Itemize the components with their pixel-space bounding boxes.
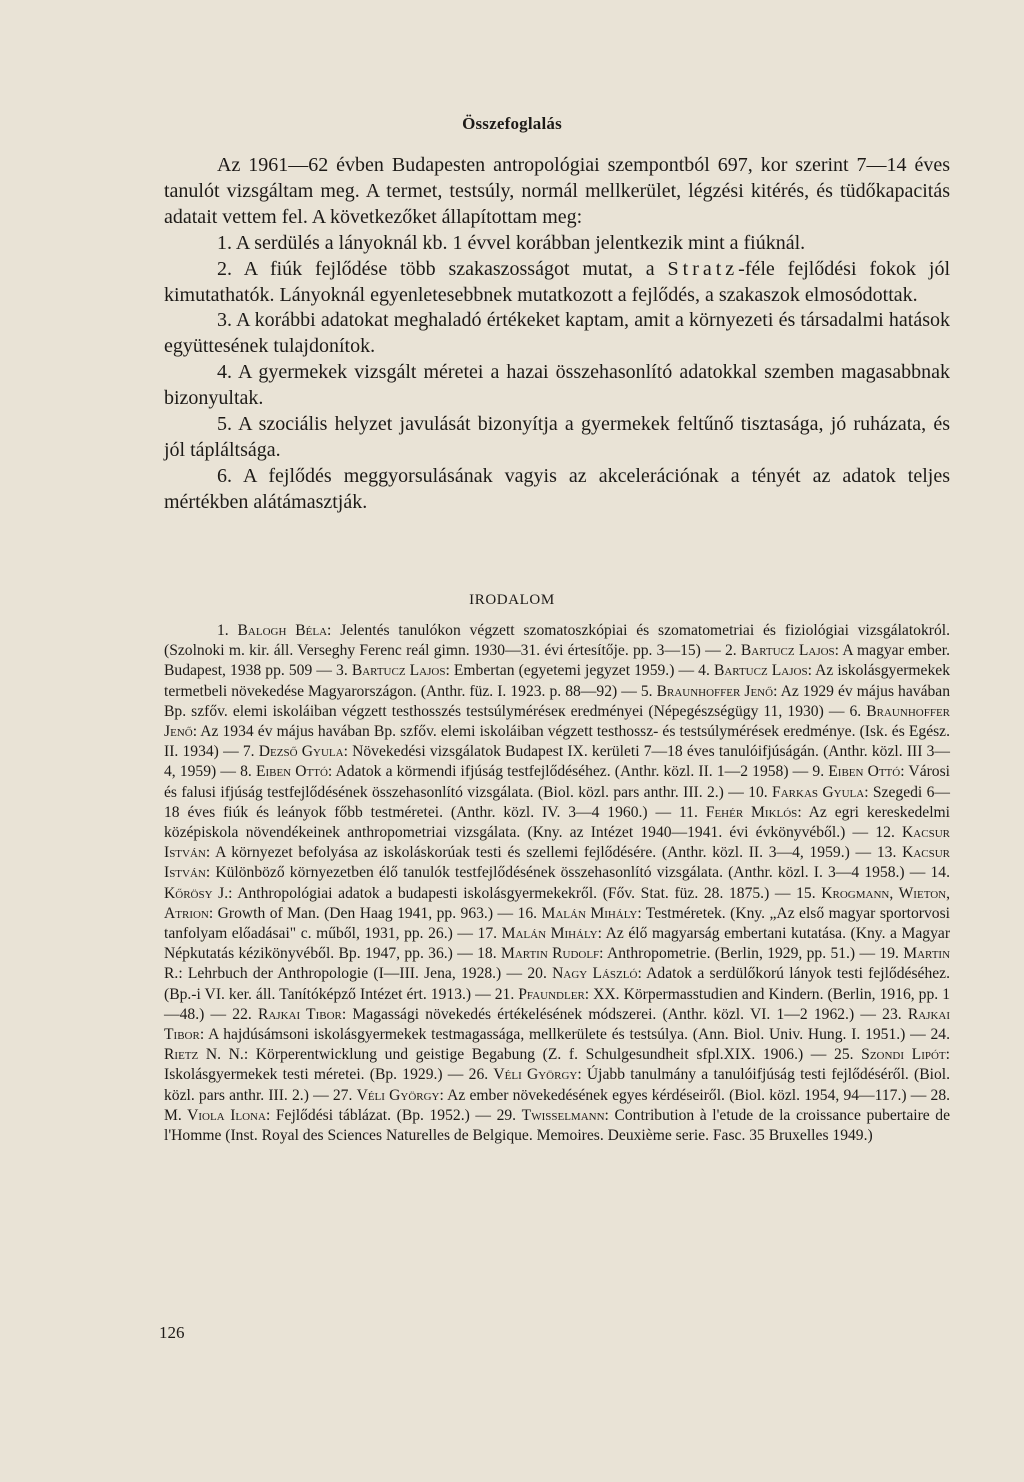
ref-text: : Magassági növekedés értékelésének módszerei. (Anthr. közl. VI. 1—2 1962.) — xyxy=(341,1005,883,1023)
ref-author: Szondi Lipót xyxy=(861,1046,946,1064)
ref-author: Kacsur István xyxy=(164,824,950,862)
ref-num: 8. xyxy=(240,763,256,781)
ref-num: 7. xyxy=(242,743,259,761)
ref-author: Malán Mihály xyxy=(541,904,638,922)
ref-num: 25. xyxy=(834,1046,862,1064)
summary-point-2-end: -féle fejlődési fokok jól kimutathatók. Lányoknál egyenletesebbnek mutatkozott a fejlődés, a szakaszok elmosódottak. xyxy=(164,257,950,306)
ref-author: Martin Rudolf xyxy=(500,945,600,963)
stratz-name: Stratz xyxy=(667,257,739,280)
ref-author: Fehér Miklós xyxy=(705,803,798,821)
ref-text: : Anthropológiai adatok a budapesti iskolásgyermekekről. (Főv. Stat. füz. 28. 1875.) — xyxy=(228,884,797,902)
ref-author: Bartucz Lajos xyxy=(740,642,835,660)
ref-text: : Adatok a serdülőkorú lányok testi fejlődéséhez. (Bp.-i VI. ker. áll. Tanítóképző Intézet ért. 1913.) — xyxy=(164,965,950,1003)
ref-num: 5. xyxy=(640,682,657,700)
ref-num: 18. xyxy=(477,945,501,963)
ref-num: 11. xyxy=(678,803,706,821)
ref-num: 16. xyxy=(517,904,542,922)
summary-point-2-start: 2. A fiúk fejlődése több szakaszosságot mutat, a xyxy=(217,257,668,280)
ref-author: Véli György xyxy=(356,1086,440,1104)
ref-author: Rajkai Tibor xyxy=(164,1005,951,1044)
ref-author: Pfaundler xyxy=(518,985,585,1003)
ref-num: 19. xyxy=(879,945,904,963)
ref-num: 22. xyxy=(232,1005,258,1023)
ref-author: Bartucz Lajos xyxy=(713,662,808,680)
ref-text: : Fejlődési táblázat. (Bp. 1952.) — xyxy=(265,1106,497,1124)
summary-point-4: 4. A gyermekek vizsgált méretei a hazai összehasonlító adatokkal szemben magasabbnak bizonyultak. xyxy=(164,361,950,410)
ref-author: M. Viola Ilona xyxy=(164,1106,266,1124)
ref-author: Farkas Gyula xyxy=(772,783,865,801)
references-list xyxy=(164,621,950,1146)
references-title: IRODALOM xyxy=(469,592,555,608)
ref-author: Bartucz Lajos xyxy=(351,662,446,680)
ref-text: : Növekedési vizsgálatok Budapest IX. kerületi 7—18 éves tanulóifjúságán. (Anthr. közl. III 3—4, 1959) — xyxy=(164,743,951,781)
ref-num: 27. xyxy=(332,1086,357,1104)
ref-author: Krogmann, Wieton, Atrion xyxy=(164,884,950,922)
ref-author: Dezső Gyula xyxy=(258,743,344,761)
ref-text: : Az egri kereskedelmi középiskola növendékeinek anthropometriai vizsgálata. (Kny. az Intézet 1940—1941. évi évkönyvéből.) — xyxy=(164,803,951,842)
ref-author: Twisselmann xyxy=(521,1106,605,1124)
ref-num: 15. xyxy=(796,884,822,902)
ref-num: 9. xyxy=(812,763,829,781)
summary-section xyxy=(164,153,950,516)
ref-num: 2. xyxy=(724,642,741,660)
ref-num: 14. xyxy=(930,864,950,882)
ref-text: : Körperentwicklung und geistige Begabung (Z. f. Schulgesundheit sfpl.XIX. 1906.) — xyxy=(243,1046,835,1064)
ref-author: Rietz N. N. xyxy=(164,1046,244,1064)
ref-author: Nagy László xyxy=(552,965,638,983)
summary-point-6: 6. A fejlődés meggyorsulásának vagyis az akcelerációnak a tényét az adatok teljes mértékben alátámasztják. xyxy=(164,464,950,513)
ref-text: : XX. Körpermasstudien and Kindern. (Berlin, 1916, pp. 1—48.) — xyxy=(164,985,950,1023)
ref-text: : Az 1929 év május havában Bp. szfőv. elemi iskoláiban végzett testhosszés testsúlyméréseк eredményei (Népegészségügy 11, 1930) — xyxy=(164,682,950,720)
ref-text: : Growth of Man. (Den Haag 1941, pp. 963.) — xyxy=(208,904,518,922)
ref-num: 26. xyxy=(468,1066,494,1084)
page-number: 126 xyxy=(159,1323,185,1342)
ref-author: Malán Mihály xyxy=(501,925,598,943)
ref-text: : Újabb tanulmány a tanulóifjúság testi fejlődéséről. (Biol. közl. pars anthr. III. 2.) — xyxy=(164,1066,951,1104)
ref-text: : Testméretek. (Kny. „Az első magyar sportorvosi tanfolyam előadásai" c. műből, 1931, pp. 26.) — xyxy=(164,904,950,943)
reference-18 xyxy=(477,945,879,962)
ref-author: Eiben Ottó xyxy=(255,763,328,781)
ref-text: : Az 1934 év május havában Bp. szfőv. elemi iskoláiban végzett testhossz- és testsúlymérések eredménye. (Isk. és Egész. II. 1934) — xyxy=(164,723,950,761)
ref-num: 17. xyxy=(477,925,502,943)
reference-3 xyxy=(336,662,698,679)
ref-text: : Anthropometrie. (Berlin, 1929, pp. 51.) — xyxy=(599,945,880,963)
ref-text: : A magyar ember. Budapest, 1938 pp. 509 — xyxy=(164,642,951,680)
ref-text: : A hajdúsámsoni iskolásgyermekek testmagassága, mellkerülete és testsúlya. (Ann. Biol. Univ. Hung. I. 1951.) — xyxy=(199,1026,931,1044)
ref-text: : Iskolásgyermekek testi méretei. (Bp. 1929.) — xyxy=(164,1046,950,1084)
ref-text: : Lehrbuch der Anthropologie (I—III. Jena, 1928.) — xyxy=(178,965,528,983)
ref-num: 6. xyxy=(849,702,867,720)
ref-num: 24. xyxy=(930,1026,950,1044)
reference-27 xyxy=(333,1087,931,1104)
ref-author: Balogh Béla xyxy=(237,622,328,639)
ref-author: Kőrösy J. xyxy=(164,884,229,902)
ref-num: 4. xyxy=(698,662,714,680)
ref-text: : Jelentés tanulókon végzett szomatoszkópiai és szomatometriai és fiziológiai vizsgálatokról. (Szolnoki m. kir. áll. Verseghy Ferenc reál gimn. 1930—31. évi értesítője. pp. 3—15) — xyxy=(164,622,950,660)
reference-22 xyxy=(232,1006,882,1023)
ref-num: 3. xyxy=(336,662,352,680)
ref-text: : Szegedi 6—18 éves fiúk és leányok főbb testméretei. (Anthr. közl. IV. 3—4 1960.) — xyxy=(164,783,951,821)
ref-author: Braunhoffer Jenő xyxy=(164,702,950,741)
reference-8 xyxy=(240,763,812,780)
ref-author: Véli György xyxy=(493,1066,578,1084)
summary-point-1: 1. A serdülés a lányoknál kb. 1 évvel korábban jelentkezik mint a fiúknál. xyxy=(217,231,806,254)
ref-author: Braunhoffer Jenő xyxy=(656,682,774,700)
ref-author: Eiben Ottó xyxy=(828,763,901,781)
ref-text: : Contribution à l'etude de la croissance pubertaire de l'Homme (Inst. Royal des Sciences Naturelles de Belgique. Memoires. Deuxième serie. Fasc. 35 Bruxelles 1949.) xyxy=(164,1106,950,1145)
summary-point-5: 5. A szociális helyzet javulását bizonyítja a gyermekek feltűnő tisztasága, jó ruházata, és jól tápláltsága. xyxy=(164,413,950,461)
ref-author: Martin R. xyxy=(164,945,951,983)
ref-num: 20. xyxy=(527,965,553,983)
ref-author: Kacsur István xyxy=(164,844,951,882)
ref-num: 28. xyxy=(930,1086,951,1104)
ref-text: : Az iskolásgyermekek termetbeli növekedése Magyarországon. (Anthr. füz. I. 1923. p. 88—92) — xyxy=(164,662,950,700)
ref-text: : Városi és falusi ifjúság testfejlődésének összehasonlító vizsgálata. (Biol. közl. pars anthr. III. 2.) — xyxy=(164,763,950,801)
section-heading: Összefoglalás xyxy=(462,114,562,133)
ref-text: : Adatok a körmendi ifjúság testfejlődéséhez. (Anthr. közl. II. 1—2 1958) — xyxy=(327,763,813,781)
ref-num: 12. xyxy=(875,824,903,842)
ref-author: Rajkai Tibor xyxy=(257,1005,342,1023)
ref-num: 13. xyxy=(876,844,903,862)
ref-text: : Különböző környezetben élő tanulók testfejlődésének összehasonlító vizsgálata. (Anthr. közl. I. 3—4 1958.) — xyxy=(205,864,931,882)
ref-text: : Az ember növekedésének egyes kérdéseiről. (Biol. közl. 1954, 94—117.) — xyxy=(439,1086,931,1104)
summary-point-2 xyxy=(164,257,950,309)
ref-text: : A környezet befolyása az iskoláskorúak testi és szellemi fejlődésére. (Anthr. közl. II. 3—4, 1959.) — xyxy=(205,844,877,862)
ref-text: : Az élő magyarság embertani kutatása. (Kny. a Magyar Népkutatás kézikönyvéből. Bp. 1947, pp. 36.) — xyxy=(164,925,951,963)
ref-text: : Embertan (egyetemi jegyzet 1959.) — xyxy=(445,662,699,680)
summary-intro: Az 1961—62 évben Budapesten antropológiai szempontból 697, kor szerint 7—14 éves tanulót vizsgáltam meg. A termet, testsúly, normál mellkerület, légzési kitérés, és tüdőkapacitás adatait vettem fel. A következőket állapítottam meg: xyxy=(164,154,950,228)
summary-point-3: 3. A korábbi adatokat meghaladó értékeket kaptam, amit a környezeti és társadalmi hatások együttesének tulajdonítok. xyxy=(164,309,950,358)
ref-num: 23. xyxy=(882,1005,908,1023)
ref-num: 29. xyxy=(496,1106,522,1124)
ref-num: 21. xyxy=(494,985,519,1003)
ref-num: 10. xyxy=(748,783,773,801)
ref-num: 1. xyxy=(217,622,238,639)
